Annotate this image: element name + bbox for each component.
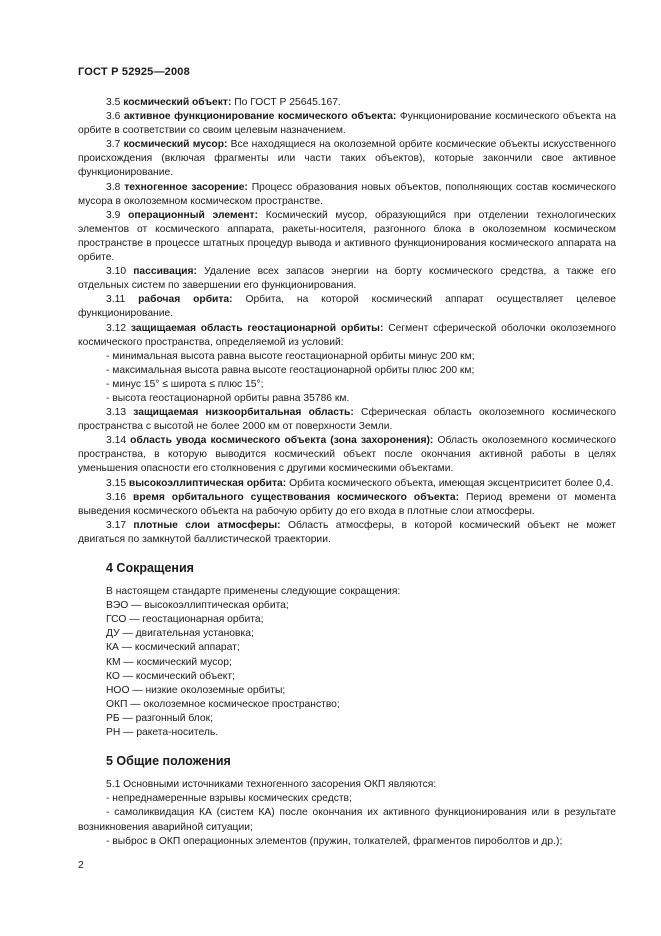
definition-number: 3.11 xyxy=(106,294,126,306)
section-4-title: 4 Сокращения xyxy=(106,561,194,575)
definition-text: Сегмент сферической оболочки околоземного космического пространства, определяемой из условий: xyxy=(78,322,616,348)
abbreviation-item: РН — ракета-носитель. xyxy=(106,727,219,739)
section-4-intro: В настоящем стандарте применены следующие сокращения: xyxy=(106,586,401,598)
definition-3-10 xyxy=(78,265,616,293)
definition-3-17 xyxy=(78,519,616,547)
definition-3-8 xyxy=(78,181,616,209)
definition-number: 3.17 xyxy=(106,519,127,531)
definition-text: По ГОСТ Р 25645.167. xyxy=(234,97,341,108)
definition-term: защищаемая низкоорбитальная область: xyxy=(133,407,354,419)
definition-3-16 xyxy=(78,491,616,519)
definition-term: космический мусор: xyxy=(123,139,228,151)
list-item: - минимальная высота равна высоте геостационарной орбиты минус 200 км; xyxy=(106,350,475,362)
definition-term: защищаемая область геостационарной орбиты: xyxy=(130,322,384,334)
definition-3-7 xyxy=(78,138,616,180)
definitions-list xyxy=(78,96,616,350)
definition-number: 3.10 xyxy=(106,266,127,278)
list-item: - выброс в ОКП операционных элементов (пружин, толкателей, фрагментов пироболтов и др.); xyxy=(106,835,563,847)
definition-term: техногенное засорение: xyxy=(124,181,248,193)
definition-text: Космический мусор, образующийся при отделении технологических элементов от космического аппарата, ракеты-носителя, разгонного блока в околоземном космическом пространстве в процессе штатных процедур вывода и активного функционирования космического аппарата на орбите. xyxy=(78,209,616,264)
definition-term: плотные слои атмосферы: xyxy=(133,519,281,531)
definition-3-15 xyxy=(78,477,616,491)
definition-3-11 xyxy=(78,293,616,321)
definitions-list-2 xyxy=(78,406,616,547)
definition-3-5 xyxy=(78,96,616,110)
abbreviation-item: НОО — низкие околоземные орбиты; xyxy=(106,684,286,696)
page-number: 2 xyxy=(78,859,84,871)
definition-3-14 xyxy=(78,434,616,476)
definition-number: 3.13 xyxy=(106,407,127,419)
definition-text: Процесс образования новых объектов, пополняющих состав космического мусора в околоземном космическом пространстве. xyxy=(78,181,616,207)
definition-term: операционный элемент: xyxy=(128,209,259,221)
list-item: - высота геостационарной орбиты равна 35786 км. xyxy=(106,392,350,404)
definition-text: Орбита, на которой космический аппарат осуществляет целевое функционирование. xyxy=(78,294,616,320)
definition-number: 3.16 xyxy=(106,491,127,503)
document-header: ГОСТ Р 52925—2008 xyxy=(78,66,190,78)
page-content xyxy=(78,96,616,849)
abbreviation-item: КА — космический аппарат; xyxy=(106,642,240,654)
definition-number: 3.7 xyxy=(106,139,121,151)
abbreviation-item: ОКП — околоземное космическое пространство; xyxy=(106,698,340,710)
sources-list xyxy=(78,792,616,848)
definition-3-6 xyxy=(78,110,616,138)
abbreviation-item: РБ — разгонный блок; xyxy=(106,712,213,724)
definition-text: Удаление всех запасов энергии на борту космического средства, а также его отдельных систем по завершении его функционирования. xyxy=(78,266,616,292)
definition-number: 3.5 xyxy=(106,97,121,108)
section-5-intro: 5.1 Основными источниками техногенного засорения ОКП являются: xyxy=(106,779,437,791)
abbreviation-item: ВЭО — высокоэллиптическая орбита; xyxy=(106,600,289,612)
definition-term: космический объект: xyxy=(123,97,232,108)
abbreviation-item: КМ — космический мусор; xyxy=(106,656,232,668)
list-item: - самоликвидация КА (систем КА) после окончания их активного функционирования или в результате возникновения аварийной ситуации; xyxy=(78,807,616,833)
definition-text: Орбита космического объекта, имеющая эксцентриситет более 0,4. xyxy=(289,477,614,489)
definition-3-13 xyxy=(78,406,616,434)
list-item: - непреднамеренные взрывы космических средств; xyxy=(106,793,352,805)
definition-term: пассивация: xyxy=(133,266,197,278)
abbreviation-item: ГСО — геостационарная орбита; xyxy=(106,614,264,626)
definition-term: область увода космического объекта (зона захоронения): xyxy=(130,435,434,447)
definition-3-12 xyxy=(78,322,616,350)
definition-number: 3.14 xyxy=(106,435,127,447)
definition-term: рабочая орбита: xyxy=(138,294,233,306)
definition-term: высокоэллиптическая орбита: xyxy=(128,477,287,489)
definition-text: Сферическая область околоземного космического пространства с высотой не более 2000 км от поверхности Земли. xyxy=(78,407,616,433)
definition-text: Функционирование космического объекта на орбите в соответствии со своим целевым назначением. xyxy=(78,111,616,137)
definition-number: 3.6 xyxy=(106,111,121,123)
definition-text: Область атмосферы, в которой космический объект не может двигаться по замкнутой баллистической траектории. xyxy=(78,519,616,545)
abbreviation-item: КО — космический объект; xyxy=(106,670,235,682)
abbreviations-list xyxy=(78,599,616,740)
section-5-title: 5 Общие положения xyxy=(106,754,231,769)
definition-term: активное функционирование космического объекта: xyxy=(123,111,397,123)
definition-number: 3.9 xyxy=(106,209,121,221)
list-item: - максимальная высота равна высоте геостационарной орбиты плюс 200 км; xyxy=(106,364,475,376)
geo-conditions-list xyxy=(78,350,616,406)
definition-3-9 xyxy=(78,209,616,265)
definition-number: 3.15 xyxy=(106,477,127,489)
definition-number: 3.12 xyxy=(106,322,127,334)
definition-term: время орбитального существования космического объекта: xyxy=(133,491,459,503)
definition-text: Период времени от момента выведения космического объекта на рабочую орбиту до его входа в плотные слои атмосферы. xyxy=(78,491,616,517)
definition-text: Область околоземного космического пространства, в которую выводится космический объект после окончания активной работы в целях уменьшения опасности его столкновения с другими космическими объектами. xyxy=(78,435,616,475)
abbreviation-item: ДУ — двигательная установка; xyxy=(106,628,254,640)
definition-text: Все находящиеся на околоземной орбите космические объекты искусственного происхождения (включая фрагменты или части таких объектов), которые закончили свое активное функционирование. xyxy=(78,139,616,179)
list-item: - минус 15° ≤ широта ≤ плюс 15°; xyxy=(106,378,264,390)
definition-number: 3.8 xyxy=(106,181,121,193)
